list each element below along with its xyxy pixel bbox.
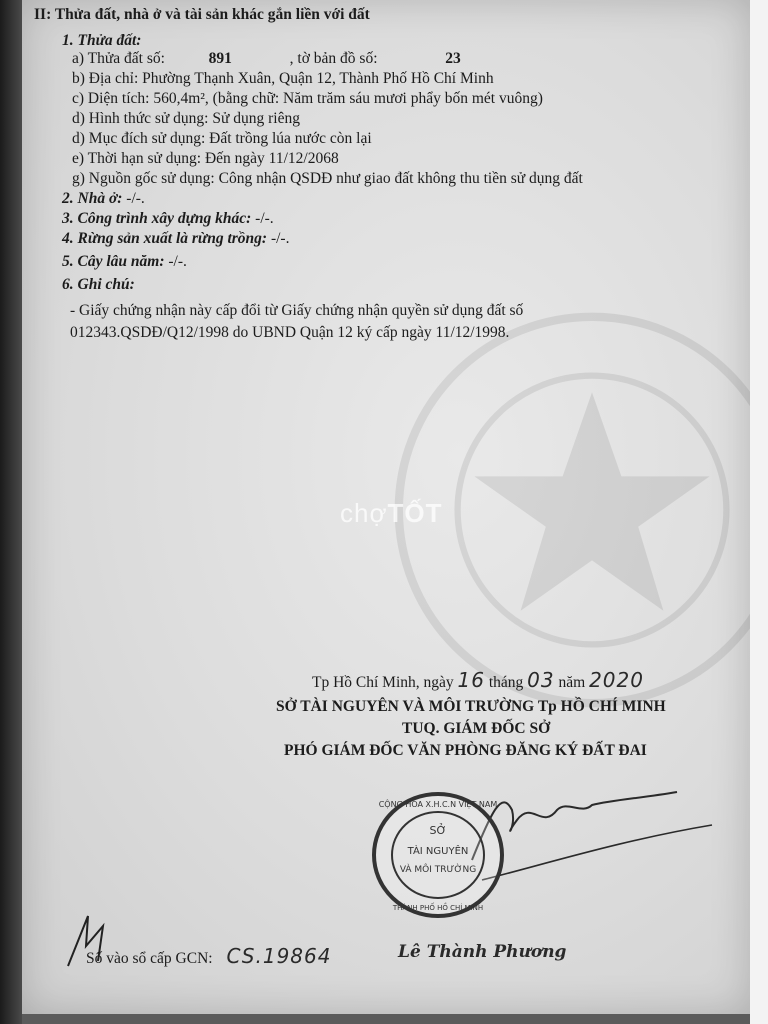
seal-top-text: CỘNG HÒA X.H.C.N VIỆT NAM xyxy=(378,800,498,809)
date-month: 03 xyxy=(527,668,555,692)
forest-row xyxy=(62,230,289,248)
works-row xyxy=(62,210,274,228)
seal-line-1: SỞ xyxy=(429,824,447,837)
land-heading: 1. Thửa đất: xyxy=(62,32,142,49)
scan-right-edge xyxy=(750,0,768,1024)
usage-origin-row: g) Nguồn gốc sử dụng: Công nhận QSDĐ như giao đất không thu tiền sử dụng đất xyxy=(72,170,583,187)
seal-line-2: TÀI NGUYÊN xyxy=(407,846,469,857)
perennial-value: -/-. xyxy=(164,253,187,270)
month-label: tháng xyxy=(488,674,524,691)
map-sheet-number: 23 xyxy=(445,50,461,67)
parcel-number: 891 xyxy=(208,50,232,67)
registry-label: Số vào sổ cấp GCN: xyxy=(86,950,213,967)
parcel-row xyxy=(72,50,461,68)
usage-form-row: d) Hình thức sử dụng: Sử dụng riêng xyxy=(72,110,300,127)
official-seal-icon xyxy=(370,790,506,920)
note-line-1: - Giấy chứng nhận này cấp đổi từ Giấy chứng nhận quyền sử dụng đất số xyxy=(70,302,524,319)
issuing-organization: SỞ TÀI NGUYÊN VÀ MÔI TRƯỜNG Tp HỒ CHÍ MINH xyxy=(276,698,666,715)
registry-row xyxy=(86,944,331,968)
usage-term-row: e) Thời hạn sử dụng: Đến ngày 11/12/2068 xyxy=(72,150,339,167)
seal-bottom-text: THÀNH PHỐ HỒ CHÍ MINH xyxy=(392,904,484,912)
year-label: năm xyxy=(558,674,586,691)
address-row: b) Địa chỉ: Phường Thạnh Xuân, Quận 12, Thành Phố Hồ Chí Minh xyxy=(72,70,494,87)
date-year: 2020 xyxy=(589,668,644,692)
watermark-part-2: TỐT xyxy=(387,498,443,528)
section-title: II: Thửa đất, nhà ở và tài sản khác gắn liền với đất xyxy=(34,6,370,23)
seal-line-3: VÀ MÔI TRƯỜNG xyxy=(399,865,477,875)
works-value: -/-. xyxy=(251,210,274,227)
watermark xyxy=(340,498,443,529)
forest-label: 4. Rừng sản xuất là rừng trồng: xyxy=(62,230,268,247)
registry-number: CS.19864 xyxy=(226,944,332,968)
issue-date xyxy=(312,668,644,692)
note-line-2: 012343.QSDĐ/Q12/1998 do UBND Quận 12 ký cấp ngày 11/12/1998. xyxy=(70,324,510,341)
signer-title: PHÓ GIÁM ĐỐC VĂN PHÒNG ĐĂNG KÝ ĐẤT ĐAI xyxy=(284,742,647,759)
tuq-line: TUQ. GIÁM ĐỐC SỞ xyxy=(402,720,551,737)
house-row xyxy=(62,190,145,208)
parcel-label: a) Thửa đất số: xyxy=(72,50,165,67)
usage-purpose-row: d) Mục đích sử dụng: Đất trồng lúa nước còn lại xyxy=(72,130,372,147)
house-label: 2. Nhà ở: xyxy=(62,190,123,207)
date-day: 16 xyxy=(457,668,485,692)
forest-value: -/-. xyxy=(267,230,290,247)
perennial-row xyxy=(62,253,187,271)
notes-label: 6. Ghi chú: xyxy=(62,276,135,293)
date-prefix: Tp Hồ Chí Minh, ngày xyxy=(312,674,454,691)
signer-name: Lê Thành Phương xyxy=(398,942,567,962)
watermark-part-1: chợ xyxy=(340,498,388,528)
map-sheet-label: , tờ bản đồ số: xyxy=(289,50,378,67)
certificate-page xyxy=(22,0,750,1014)
perennial-label: 5. Cây lâu năm: xyxy=(62,253,165,270)
works-label: 3. Công trình xây dựng khác: xyxy=(62,210,252,227)
scan-left-edge xyxy=(0,0,22,1024)
house-value: -/-. xyxy=(122,190,145,207)
area-row: c) Diện tích: 560,4m², (bằng chữ: Năm trăm sáu mươi phẩy bốn mét vuông) xyxy=(72,90,543,107)
